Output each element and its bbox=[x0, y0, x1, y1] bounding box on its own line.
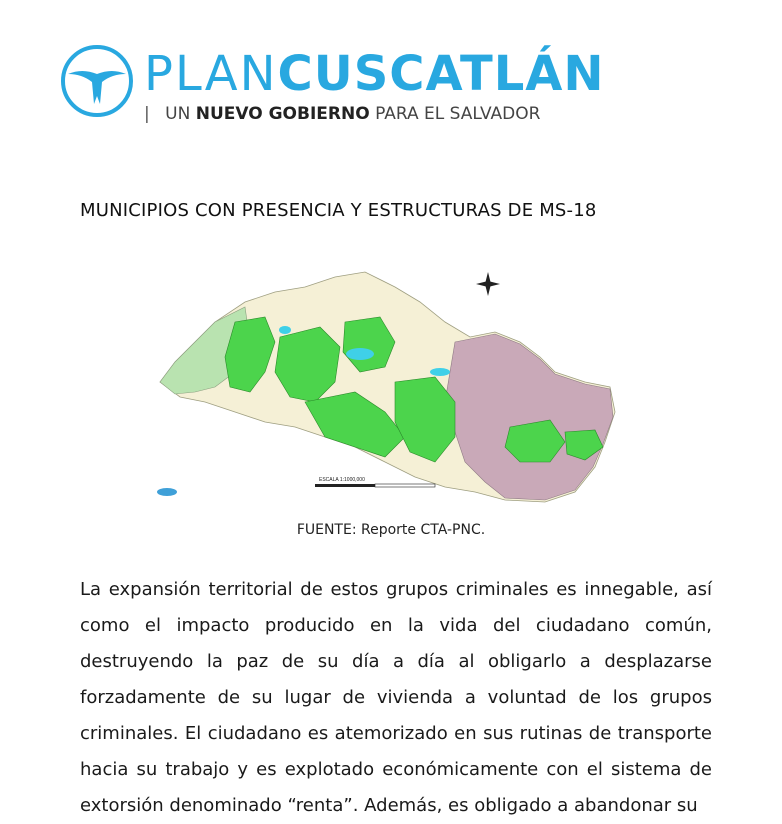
compass-rose-icon bbox=[476, 272, 500, 296]
body-paragraph: La expansión territorial de estos grupos criminales es innegable, así como el impacto producido en la vida del ciudadano común, destruyendo la paz de su día a día al obligarlo a desplazarse forzadamente de su lugar de vivienda a voluntad de los grupos criminales. El ciudadano es atemorizado en sus rutinas de transporte hacia su trabajo y es explotado económicamente con el sistema de extorsión denominado “renta”. Además, es obligado a abandonar su bbox=[80, 579, 712, 816]
document-title: MUNICIPIOS CON PRESENCIA Y ESTRUCTURAS DE MS-18 bbox=[80, 200, 597, 221]
municipality-map bbox=[155, 262, 620, 510]
scale-label: ESCALA 1:1000,000 bbox=[319, 477, 365, 483]
map-lake bbox=[346, 348, 374, 360]
tagline-post: PARA EL SALVADOR bbox=[375, 104, 541, 124]
tagline-strong: NUEVO GOBIERNO bbox=[195, 104, 370, 124]
brand-name-bold: CUSCATLÁN bbox=[277, 46, 605, 102]
tagline-pre: UN bbox=[165, 104, 191, 124]
header bbox=[60, 40, 605, 130]
map-lake bbox=[157, 488, 177, 496]
map-lake bbox=[279, 326, 291, 334]
tagline bbox=[144, 104, 540, 124]
figure-caption: FUENTE: Reporte CTA-PNC. bbox=[296, 522, 486, 538]
brand-name-light: PLAN bbox=[144, 46, 278, 102]
tagline-separator: | bbox=[144, 104, 150, 124]
swallow-bird-icon bbox=[60, 44, 134, 118]
scale-bar bbox=[315, 477, 435, 487]
brand-name bbox=[144, 48, 605, 101]
map-lake bbox=[430, 368, 450, 376]
el-salvador-map bbox=[155, 262, 620, 510]
